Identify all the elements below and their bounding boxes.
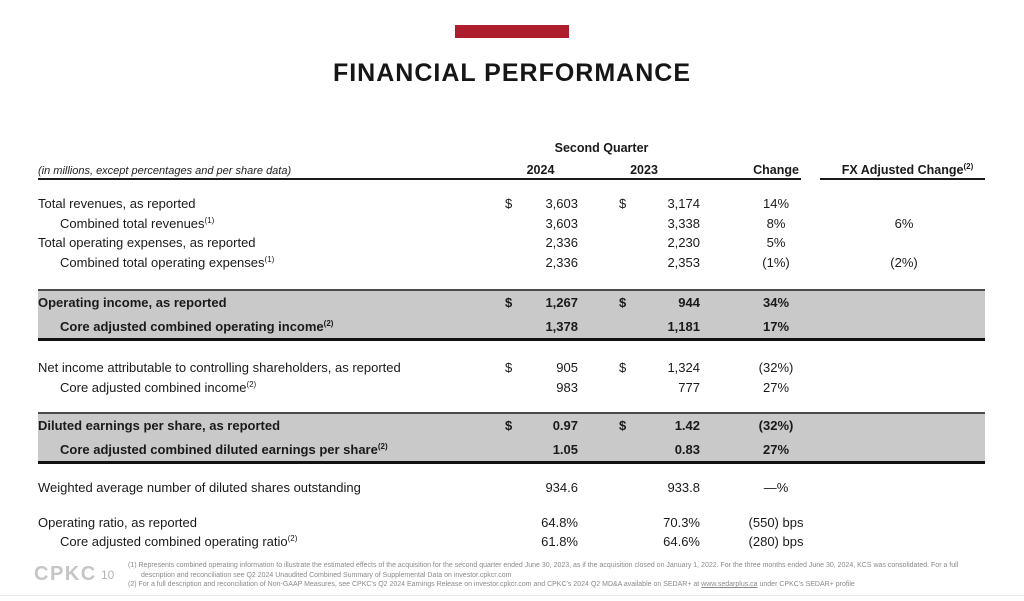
row-label-text: Diluted earnings per share, as reported [38,418,281,433]
financial-table [38,135,985,552]
cpkc-logo: CPKC [34,563,97,585]
value-change: (1%) [762,254,790,270]
section-operating-income-highlight-band [38,289,985,341]
currency-symbol-2024 [503,214,533,236]
footnotes [128,561,986,590]
currency-symbol-2024 [503,438,533,464]
currency-symbol-2023: $ [619,360,627,375]
row-label-text: Core adjusted combined operating ratio [60,534,288,549]
footnote-superscript: (1) [204,215,215,225]
value-2023: 933.8 [667,480,700,495]
footnote: (2) For a full description and reconciliation of Non-GAAP Measures, see CPKC's Q2 2024 Earnings Release on investor.cpkcr.com and CPKC's 2024 Q2 MD&A available on SEDAR+ at www.sedarplus.ca under CPKC's SEDAR+ profile [128,581,855,589]
section-shares-outstanding [38,478,985,498]
footnote-superscript: (2) [323,318,334,328]
currency-symbol-2024 [503,315,533,341]
accent-bar [455,25,569,38]
value-fx-change [838,513,985,533]
table-row [38,532,985,552]
column-header-2023: 2023 [630,163,658,177]
value-2024: 1.05 [552,441,578,457]
currency-symbol-2023 [578,253,638,275]
row-label-text: Weighted average number of diluted shares outstanding [38,480,361,495]
row-label-text: Core adjusted combined income [60,379,247,395]
currency-symbol-2024: $ [505,295,513,310]
currency-symbol-2024: $ [505,418,513,433]
table-row [38,513,985,533]
row-label [38,438,503,464]
value-fx-change [838,291,985,315]
value-fx-change [838,194,985,214]
sedarplus-link[interactable]: www.sedarplus.ca [701,581,758,589]
row-label-text: Total operating expenses, as reported [38,235,256,250]
header-underline-main [38,178,801,180]
value-change: 17% [762,318,790,334]
period-header: Second Quarter [554,141,649,155]
row-label [38,291,503,315]
currency-symbol-2023 [578,513,638,533]
value-fx-change [838,478,985,498]
section-net-income [38,358,985,397]
value-2024: 2,336 [545,254,578,270]
page-title: FINANCIAL PERFORMANCE [332,59,692,87]
footnote-superscript: (2) [377,441,388,451]
table-row [38,233,985,253]
value-change: —% [763,480,789,495]
value-change: 14% [762,196,790,211]
table-row [38,478,985,498]
currency-symbol-2023 [578,315,638,341]
value-change: 27% [762,379,790,395]
row-label [38,233,503,253]
value-change: 34% [762,295,790,310]
currency-symbol-2023 [578,438,638,464]
column-header-fx-change [838,163,985,177]
table-row [38,253,985,273]
value-2024: 2,336 [545,235,578,250]
value-fx-change: 6% [894,215,914,231]
row-label-text: Combined total revenues [60,215,205,231]
section-revenues-expenses [38,194,985,272]
value-2024: 61.8% [541,534,578,549]
row-label [38,214,503,236]
footnote-superscript: (2) [246,379,257,389]
row-label [38,194,503,214]
row-label [38,513,503,533]
header-underline-fx [820,178,985,180]
currency-symbol-2023 [578,532,638,554]
value-fx-change: (2%) [890,254,918,270]
value-2024: 1,378 [545,318,578,334]
footnote: (1) Represents combined operating information to illustrate the estimated effects of the acquisition for the second quarter ended June 30, 2023, as if the acquisition closed on January 1, 2022. For the three months ended June 30, 2024, KCS was consolidated. For a full description and reconciliation see Q2 2024 Unaudited Combined Summary of Supplemental Data on investor.cpkcr.com [128,562,959,579]
currency-symbol-2024 [503,233,533,253]
row-label [38,532,503,554]
value-2023: 1,324 [667,360,700,375]
value-2023: 2,230 [667,235,700,250]
value-2024: 905 [556,360,578,375]
fx-header-superscript: (2) [963,162,974,171]
row-label-text: Operating ratio, as reported [38,514,197,530]
value-change: 27% [762,441,790,457]
row-label-text: Operating income, as reported [38,295,227,310]
value-change: 8% [766,215,786,231]
value-fx-change [838,414,985,438]
units-note: (in millions, except percentages and per share data) [38,165,292,177]
table-row [38,194,985,214]
value-2024: 983 [556,379,578,395]
currency-symbol-2024 [503,532,533,554]
currency-symbol-2024 [503,513,533,533]
value-2023: 64.6% [663,534,700,549]
value-2024: 0.97 [552,418,578,433]
page-number: 10 [101,568,115,582]
value-2023: 3,174 [667,196,700,211]
value-change: (32%) [758,360,794,375]
table-row [38,214,985,234]
table-row [38,438,985,462]
row-label-text: Core adjusted combined diluted earnings per share [60,441,378,457]
table-header-period-row [38,135,985,155]
row-label [38,253,503,275]
currency-symbol-2023: $ [619,196,627,211]
row-label-text: Net income attributable to controlling shareholders, as reported [38,360,401,375]
value-fx-change [838,233,985,253]
row-label [38,358,503,378]
row-label-text: Combined total operating expenses [60,254,265,270]
table-row [38,315,985,339]
currency-symbol-2024 [503,253,533,275]
currency-symbol-2023 [578,233,638,253]
value-fx-change [838,532,985,554]
currency-symbol-2024: $ [505,196,513,211]
value-fx-change [838,378,985,400]
currency-symbol-2024: $ [505,360,513,375]
table-header-columns-row [38,155,985,180]
value-fx-change [838,315,985,341]
currency-symbol-2023: $ [619,295,627,310]
fx-header-label: FX Adjusted Change [841,163,964,177]
value-change: 5% [766,235,786,250]
row-label [38,414,503,438]
value-change: (280) bps [748,534,804,549]
value-2023: 944 [678,295,700,310]
section-operating-ratio [38,513,985,552]
column-header-change: Change [753,163,799,177]
row-label [38,378,503,400]
value-2023: 2,353 [667,254,700,270]
slide-root [0,25,1024,589]
currency-symbol-2024 [503,378,533,400]
value-change: (550) bps [748,514,804,530]
value-fx-change [838,438,985,464]
value-2023: 70.3% [663,514,700,530]
section-diluted-eps-highlight-band [38,412,985,464]
table-row [38,358,985,378]
table-row [38,291,985,315]
row-label-text: Core adjusted combined operating income [60,318,324,334]
value-2023: 777 [678,379,700,395]
currency-symbol-2023 [578,378,638,400]
column-header-2024: 2024 [526,163,555,177]
value-2023: 3,338 [667,215,700,231]
slide-bottom-edge [0,595,1024,596]
table-row [38,378,985,398]
currency-symbol-2024 [503,478,533,498]
value-2024: 1,267 [545,295,578,310]
value-2023: 1,181 [667,318,700,334]
table-row [38,414,985,438]
footnote-superscript: (1) [264,254,275,264]
footnote-superscript: (2) [287,534,298,543]
value-2024: 3,603 [545,215,578,231]
currency-symbol-2023 [578,214,638,236]
currency-symbol-2023 [578,478,638,498]
table-body [38,194,985,552]
value-2024: 3,603 [545,196,578,211]
currency-symbol-2023: $ [619,418,627,433]
value-2023: 1.42 [674,418,700,433]
row-label [38,315,503,341]
value-change: (32%) [758,418,794,433]
value-fx-change [838,358,985,378]
value-2024: 64.8% [541,514,578,530]
value-2024: 934.6 [545,480,578,495]
row-label [38,478,503,498]
value-2023: 0.83 [674,441,700,457]
row-label-text: Total revenues, as reported [38,196,196,211]
